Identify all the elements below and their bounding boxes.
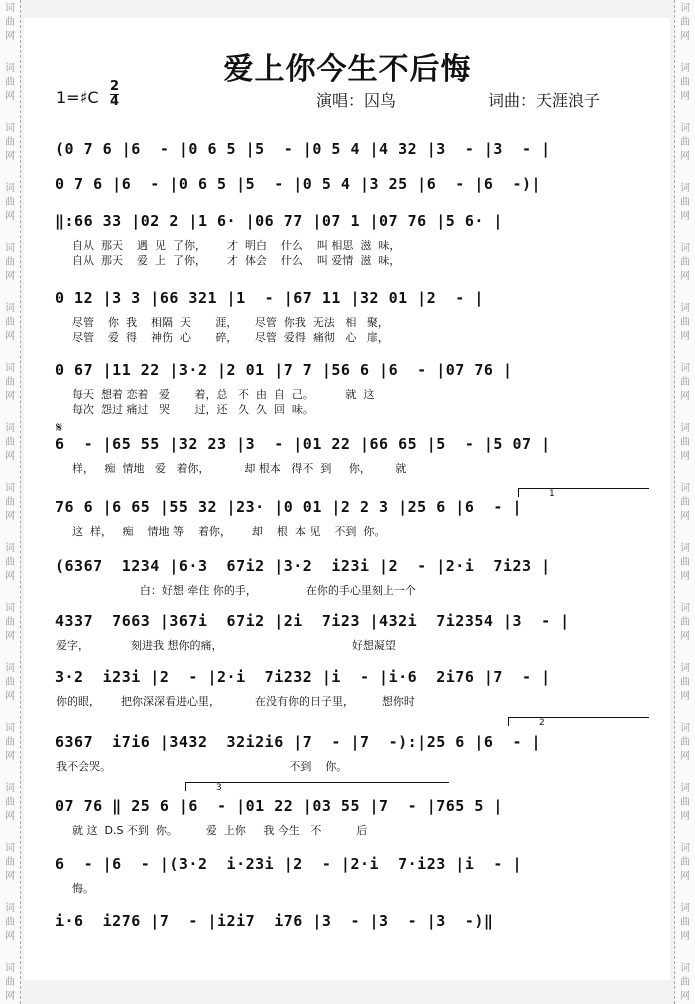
watermark-text: 词 曲 网 [680, 123, 690, 162]
notation-row: 0 7 6 |6 - |0 6 5 |5 - |0 5 4 |3 25 |6 - |6 -)| [55, 175, 542, 193]
song-title: 爱上你今生不后悔 [223, 52, 472, 87]
watermark-text: 词 曲 网 [680, 723, 690, 762]
watermark-text: 词 曲 网 [5, 423, 15, 462]
composer-credit: 词曲：天涯浪子 [488, 91, 601, 110]
notation-row: ‖:66 33 |02 2 |1 6· |06 77 |07 1 |07 76 |5 6· | [55, 212, 503, 230]
notation-row: 6367 i7i6 |3432 32i2i6 |7 - |7 -):|25 6 |6 - | [55, 733, 542, 751]
watermark-text: 词 曲 网 [680, 963, 690, 1002]
notation-row: 3·2 i23i |2 - |2·i 7i232 |i - |i·6 2i76 |7 - | [55, 668, 551, 686]
notation-row: 0 12 |3 3 |66 321 |1 - |67 11 |32 01 |2 - | [55, 289, 484, 307]
notation-row: (0 7 6 |6 - |0 6 5 |5 - |0 5 4 |4 32 |3 - |3 - | [55, 140, 551, 158]
lyric-line: 尽管 你 我 相隔 天 涯， 尽管 你我 无法 相 聚， [72, 316, 389, 329]
watermark-text: 词 曲 网 [5, 543, 15, 582]
notation-row: 07 76 ‖ 25 6 |6 - |01 22 |03 55 |7 - |765 5 | [55, 797, 503, 815]
lyric-line: 尽管 爱 得 神伤 心 碎， 尽管 爱得 痛彻 心 扉， [72, 331, 389, 344]
watermark-text: 词 曲 网 [680, 483, 690, 522]
lyric-line: 样， 痴 情地 爱 着你， 却 根本 得不 到 你， 就 [72, 462, 407, 475]
watermark-text: 词 曲 网 [5, 843, 15, 882]
watermark-text: 词 曲 网 [680, 63, 690, 102]
lyric-line: 白：好想 牵住 你的手， 在你的手心里刻上一个 [56, 584, 416, 597]
key-signature: 1=♯C [56, 88, 99, 107]
watermark-text: 词 曲 网 [680, 783, 690, 822]
watermark-text: 词 曲 网 [5, 303, 15, 342]
watermark-text: 词 曲 网 [680, 603, 690, 642]
volta-bracket: 2 [508, 717, 649, 726]
watermark-text: 词 曲 网 [5, 183, 15, 222]
time-signature: 2 4 [110, 79, 120, 109]
watermark-text: 词 曲 网 [5, 363, 15, 402]
watermark-text: 词 曲 网 [5, 3, 15, 42]
watermark-text: 词 曲 网 [680, 363, 690, 402]
lyric-line: 悔。 [72, 882, 94, 895]
watermark-text: 词 曲 网 [680, 3, 690, 42]
notation-row: i·6 i276 |7 - |i2i7 i76 |3 - |3 - |3 -)‖ [55, 912, 494, 930]
lyric-line: 自从 那天 爱 上 了你， 才 体会 什么 叫 爱情 滋 味， [72, 254, 401, 267]
watermark-text: 词 曲 网 [5, 963, 15, 1002]
notation-row: 76 6 |6 65 |55 32 |23· |0 01 |2 2 3 |25 6 |6 - | [55, 498, 523, 516]
singer-credit: 演唱：囚鸟 [316, 91, 397, 110]
watermark-text: 词 曲 网 [680, 183, 690, 222]
watermark-text: 词 曲 网 [5, 663, 15, 702]
lyric-line: 这 样， 痴 情地 等 着你， 却 根 本 见 不到 你。 [72, 525, 386, 538]
watermark-text: 词 曲 网 [680, 243, 690, 282]
volta-bracket: 3 [185, 782, 449, 791]
volta-bracket: 1 [518, 488, 649, 497]
watermark-text: 词 曲 网 [5, 903, 15, 942]
lyric-line: 我不会哭。 不到 你。 [56, 760, 348, 773]
watermark-text: 词 曲 网 [5, 783, 15, 822]
watermark-text: 词 曲 网 [680, 543, 690, 582]
watermark-text: 词 曲 网 [680, 423, 690, 462]
watermark-text: 词 曲 网 [5, 723, 15, 762]
notation-row: 6 - |65 55 |32 23 |3 - |01 22 |66 65 |5 - |5 07 | [55, 435, 551, 453]
lyric-line: 就 这 D.S 不到 你。 爱 上你 我 今生 不 后 [72, 824, 368, 837]
lyric-line: 自从 那天 遇 见 了你， 才 明白 什么 叫 相思 滋 味， [72, 239, 401, 252]
notation-row: 0 67 |11 22 |3·2 |2 01 |7 7 |56 6 |6 - |07 76 | [55, 361, 513, 379]
lyric-line: 每次 怨过 痛过 哭 过，还 久 久 回 味。 [72, 403, 314, 416]
watermark-text: 词 曲 网 [5, 483, 15, 522]
watermark-text: 词 曲 网 [680, 843, 690, 882]
watermark-text: 词 曲 网 [680, 303, 690, 342]
watermark-text: 词 曲 网 [680, 903, 690, 942]
watermark-text: 词 曲 网 [5, 123, 15, 162]
notation-row: 6 - |6 - |(3·2 i·23i |2 - |2·i 7·i23 |i - | [55, 855, 523, 873]
watermark-text: 词 曲 网 [5, 603, 15, 642]
watermark-text: 词 曲 网 [5, 63, 15, 102]
lyric-line: 爱字， 刻进我 想你的痛， 好想凝望 [56, 639, 396, 652]
segno-sign: 𝄋 [56, 420, 63, 436]
watermark-text: 词 曲 网 [5, 243, 15, 282]
notation-row: (6367 1234 |6·3 67i2 |3·2 i23i |2 - |2·i 7i23 | [55, 557, 551, 575]
lyric-line: 每天 想着 恋着 爱 着，总 不 由 自 己。 就 这 [72, 388, 375, 401]
lyric-line: 你的眼， 把你深深看进心里， 在没有你的日子里， 想你时 [56, 695, 415, 708]
notation-row: 4337 7663 |367i 67i2 |2i 7i23 |432i 7i2354 |3 - | [55, 612, 570, 630]
watermark-text: 词 曲 网 [680, 663, 690, 702]
